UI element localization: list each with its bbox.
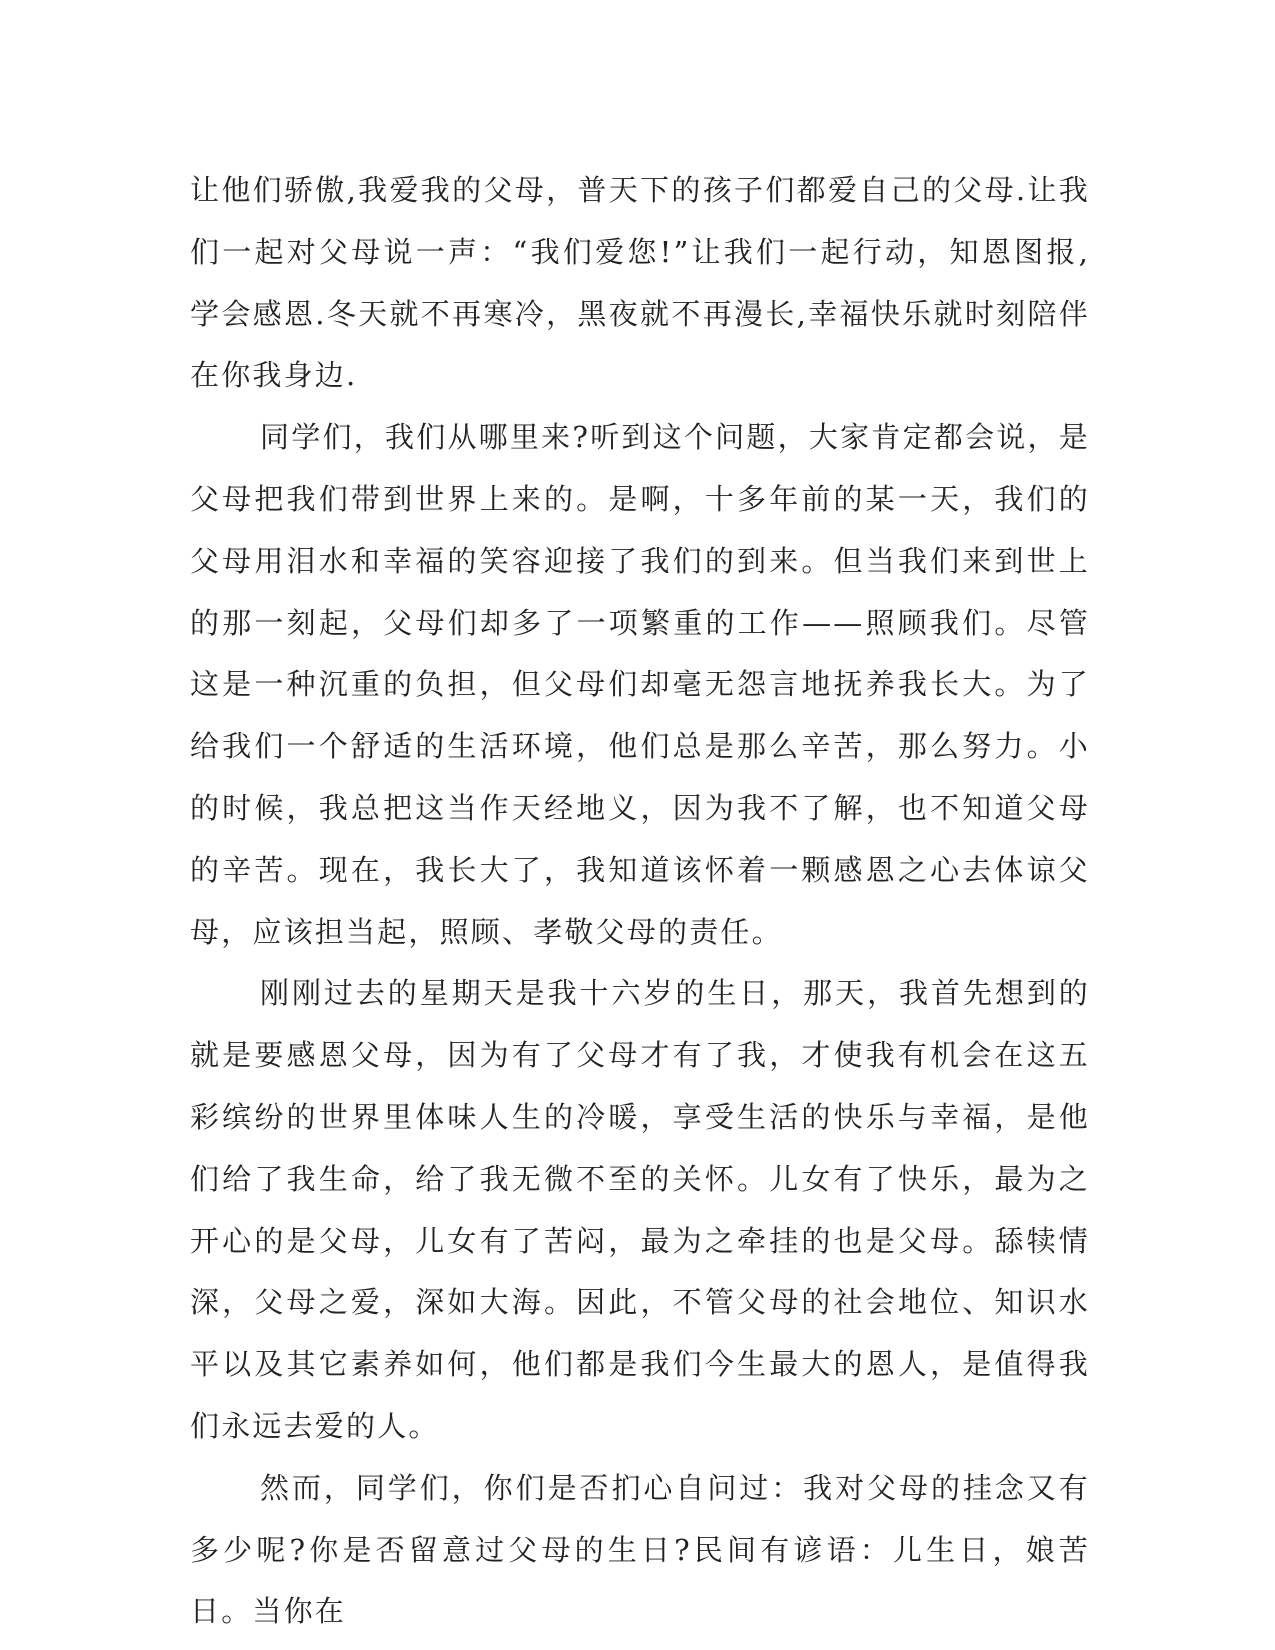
paragraph-sixteenth-birthday: 刚刚过去的星期天是我十六岁的生日，那天，我首先想到的就是要感恩父母，因为有了父母才有了我，才使我有机会在这五彩缤纷的世界里体味人生的冷暖，享受生活的快乐与幸福，是他们给了我生命，给了我无微不至的关怀。儿女有了快乐，最为之开心的是父母，儿女有了苦闷，最为之牵挂的也是父母。舔犊情深，父母之爱，深如大海。因此，不管父母的社会地位、知识水平以及其它素养如何，他们都是我们今生最大的恩人，是值得我们永远去爱的人。	[190, 976, 1090, 1443]
paragraph-where-we-come-from: 同学们，我们从哪里来?听到这个问题，大家肯定都会说，是父母把我们带到世界上来的。是啊，十多年前的某一天，我们的父母用泪水和幸福的笑容迎接了我们的到来。但当我们来到世上的那一刻起，父母们却多了一项繁重的工作——照顾我们。尽管这是一种沉重的负担，但父母们却毫无怨言地抚养我长大。为了给我们一个舒适的生活环境，他们总是那么辛苦，那么努力。小的时候，我总把这当作天经地义，因为我不了解，也不知道父母的辛苦。现在，我长大了，我知道该怀着一颗感恩之心去体谅父母，应该担当起，照顾、孝敬父母的责任。	[190, 420, 1090, 949]
paragraph-parents-birthday: 然而，同学们，你们是否扪心自问过：我对父母的挂念又有多少呢?你是否留意过父母的生日?民间有谚语：儿生日，娘苦日。当你在	[190, 1470, 1090, 1629]
paragraph-continuation: 让他们骄傲,我爱我的父母，普天下的孩子们都爱自己的父母.让我们一起对父母说一声：“我们爱您!”让我们一起行动，知恩图报,学会感恩.冬天就不再寒冷，黑夜就不再漫长,幸福快乐就时刻陪伴在你我身边.	[190, 173, 1090, 393]
document-body	[190, 160, 1090, 1643]
